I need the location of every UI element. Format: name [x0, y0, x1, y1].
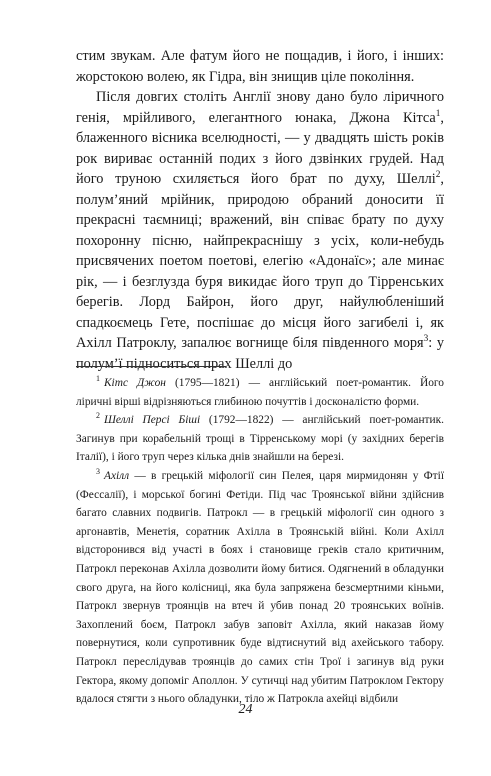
footnote	[76, 374, 444, 411]
text-run: , блаженного вісника вселюдності, — у двадцять шість років рок вириває останній подих з його дзвінких грудей. Над його труною схиляється його брат по духу, Шеллі	[76, 109, 444, 187]
footnote-ref: 2	[435, 170, 441, 181]
text-run: : у полум’ї підноситься прах Шеллі до	[76, 335, 445, 372]
page-number: 24	[238, 702, 253, 717]
footnote-text: (1792—1822) — англійський поет-романтик. Загинув при корабельній трощі в Тірренському морі (у західних берегів Італії), і його труп через кілька днів знайшли на березі.	[76, 414, 445, 464]
footnote-divider	[76, 366, 226, 367]
footnote-text: — в грецькій міфології син Пелея, царя мирмидонян у Фтії (Фессалії), і морської богині Фетіди. Під час Троянської війни здійснив багато славних подвигів. Патрокл — в грецькій міфології син одного з аргонавтів, Менетія, соратник Ахілла в Троянській війні. Коли Ахілл відсторонився від участі в боях і становище греків стало критичним, Патрокл переконав Ахілла дозволити йому битися. Одягнений в обладунки свого друга, на його колісниці, яка була запряжена безсмертними кіньми, Патрокл звернув троянців на втеч й убив понад 20 троянських воїнів. Захоплений боєм, Патрокл забув заповіт Ахілла, який наказав йому повернутися, коли супротивник буде відтиснутий від ахейського табору. Патрокл переслідував троянців до самих стін Трої і загинув від руки Гектора, якому допоміг Аполлон. У сутичці над убитим Патроклом Гектору вдалося стягти з нього обладунки, тіло ж Патрокла ахейці відбили	[76, 469, 444, 706]
text-run: , полум’яний мрійник, природою обраний доносити її прекрасні таємниці; вражений, він співає брату по духу похоронну пісню, найпрекраснішу з усіх, коли-небудь присвячених поетом поетові, елегію «Адонаїс»; але минає рік, — і безглузда буря викидає його труп до Тірренських берегів. Лорд Байрон, його друг, найулюбленіший спадкоємець Гете, поспішає до місця його загибелі і, як Ахілл Патроклу, запалює вогнище біля південного моря	[76, 171, 444, 351]
footnote-number: 1	[96, 374, 100, 384]
footnote-term: Шеллі Персі Біші	[103, 414, 201, 427]
footnote-number: 2	[96, 411, 100, 421]
text-run: Після довгих століть Англії знову дано було ліричного генія, мрійливого, елегантного юнака, Джона Кітса	[76, 89, 444, 126]
footnote	[76, 467, 444, 709]
footnote-ref: 3	[423, 334, 429, 345]
main-text	[76, 46, 444, 374]
footnotes	[76, 374, 444, 709]
footnote	[76, 411, 444, 467]
footnote-number: 3	[96, 467, 100, 477]
paragraph-continued: стим звукам. Але фатум його не пощадив, і його, і інших: жорстокою волею, як Гідра, він знищив ціле покоління.	[76, 48, 444, 85]
footnote-term: Кітс Джон	[103, 377, 166, 389]
footnote-ref: 1	[435, 108, 441, 119]
footnote-text: (1795—1821) — англійський поет-романтик. Його ліричні вірші відрізняються глибиною почуттів і досконалістю форми.	[76, 377, 444, 408]
paragraph	[76, 87, 444, 374]
footnote-term: Ахілл	[103, 469, 130, 482]
